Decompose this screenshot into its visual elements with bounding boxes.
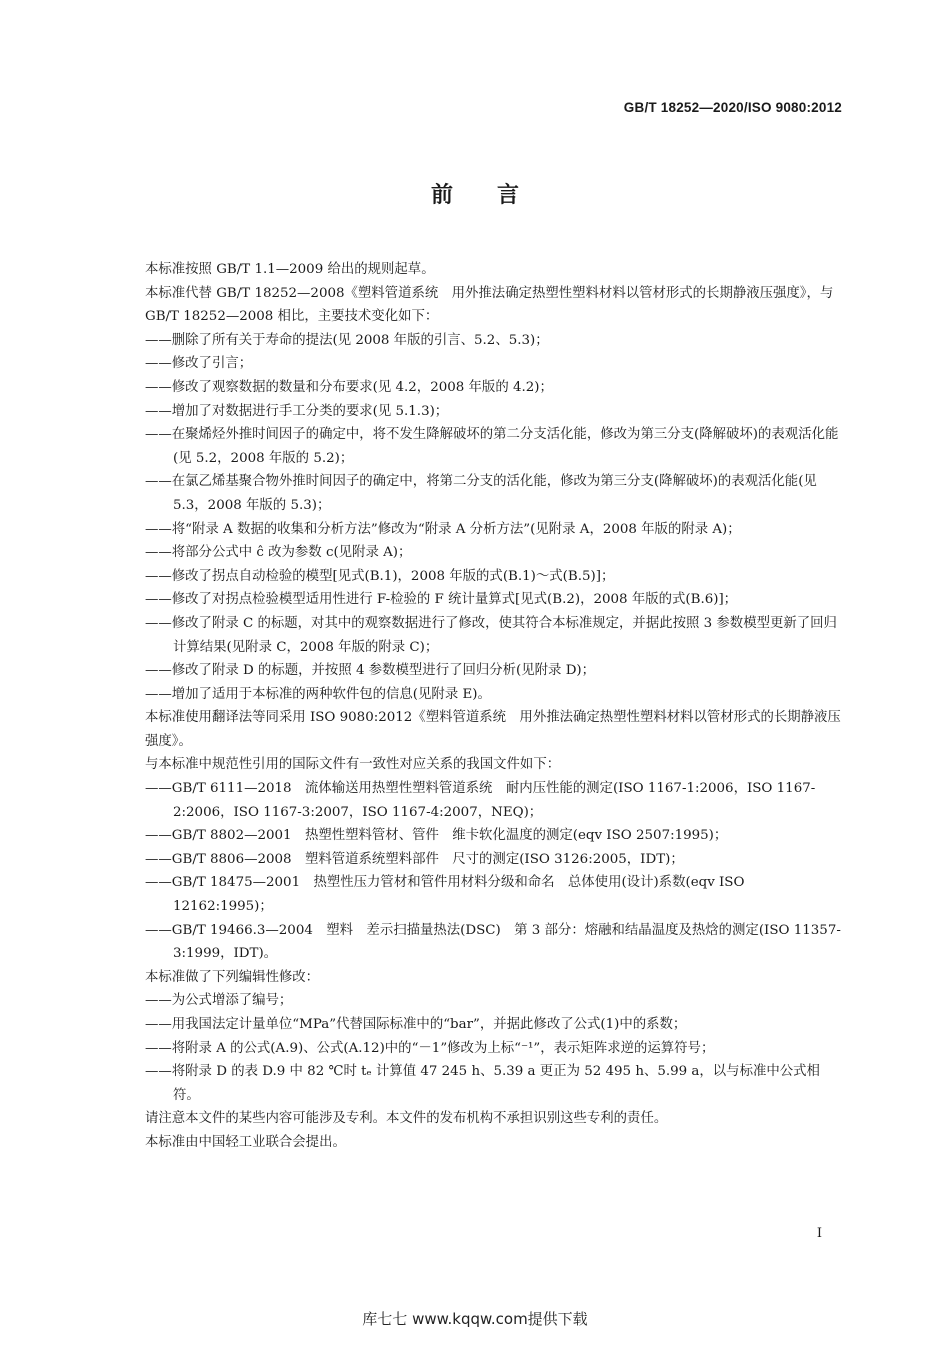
paragraph-idt: 本标准使用翻译法等同采用 ISO 9080:2012《塑料管道系统 用外推法确定热塑性塑料材料以管材形式的长期静液压强度》。 [145,710,841,749]
list-item: ——修改了附录 C 的标题，对其中的观察数据进行了修改，使其符合本标准规定，并据此按照 3 参数模型更新了回归计算结果(见附录 C，2008 年版的附录 C)； [145,615,837,655]
list-item: ——修改了拐点自动检验的模型[见式(B.1)，2008 年版的式(B.1)～式(B.5)]； [145,568,615,584]
refs-list [145,777,845,966]
list-item: ——在氯乙烯基聚合物外推时间因子的确定中，将第二分支的活化能，修改为第三分支(降解破坏)的表观活化能(见 5.3，2008 年版的 5.3)； [145,474,817,513]
list-item: ——修改了附录 D 的标题，并按照 4 参数模型进行了回归分析(见附录 D)； [145,663,596,679]
list-item: ——增加了对数据进行手工分类的要求(见 5.1.3)； [145,403,449,419]
edits-list [145,989,845,1107]
changes-list [145,329,845,707]
list-item: ——修改了对拐点检验模型适用性进行 F-检验的 F 统计量算式[见式(B.2)，2008 年版的式(B.6)]； [145,592,738,608]
page-title: 前 言 [430,183,519,208]
paragraph-drafting-rule: 本标准按照 GB/T 1.1—2009 给出的规则起草。 [145,262,435,277]
list-item: ——为公式增添了编号； [145,993,293,1009]
standard-code-header: GB/T 18252—2020/ISO 9080:2012 [623,100,842,115]
list-item: ——删除了所有关于寿命的提法(见 2008 年版的引言、5.2、5.3)； [145,332,549,348]
list-item: ——GB/T 18475—2001 热塑性压力管材和管件用材料分级和命名 总体使用(设计)系数(eqv ISO 12162:1995)； [145,875,745,915]
list-item: ——修改了引言； [145,356,253,372]
paragraph-proposer: 本标准由中国轻工业联合会提出。 [145,1134,346,1150]
paragraph-edits-intro: 本标准做了下列编辑性修改： [145,969,320,985]
list-item: ——将附录 A 的公式(A.9)、公式(A.12)中的“－1”修改为上标“⁻¹”，表示矩阵求逆的运算符号； [145,1040,715,1056]
list-item: ——将附录 D 的表 D.9 中 82 ℃时 tₑ 计算值 47 245 h、5.39 a 更正为 52 495 h、5.99 a，以与标准中公式相符。 [145,1064,820,1103]
list-item: ——GB/T 8802—2001 热塑性塑料管材、管件 维卡软化温度的测定(eqv ISO 2507:1995)； [145,828,728,844]
list-item: ——GB/T 8806—2008 塑料管道系统塑料部件 尺寸的测定(ISO 3126:2005，IDT)； [145,851,684,867]
list-item: ——在聚烯烃外推时间因子的确定中，将不发生降解破坏的第二分支活化能，修改为第三分支(降解破坏)的表观活化能(见 5.2，2008 年版的 5.2)； [145,427,839,466]
list-item: ——将“附录 A 数据的收集和分析方法”修改为“附录 A 分析方法”(见附录 A，2008 年版的附录 A)； [145,521,741,537]
list-item: ——修改了观察数据的数量和分布要求(见 4.2，2008 年版的 4.2)； [145,379,553,395]
document-body [145,258,845,1155]
paragraph-replaces: 本标准代替 GB/T 18252—2008《塑料管道系统 用外推法确定热塑性塑料材料以管材形式的长期静液压强度》，与 GB/T 18252—2008 相比，主要技术变化如下： [145,285,834,325]
download-footer: 库七七 www.kqqw.com提供下载 [362,1310,588,1328]
list-item: ——将部分公式中 ĉ 改为参数 c(见附录 A)； [145,545,412,561]
list-item: ——GB/T 6111—2018 流体输送用热塑性塑料管道系统 耐内压性能的测定(ISO 1167-1:2006，ISO 1167-2:2006，ISO 1167-3:2007，ISO 1167-4:2007，NEQ)； [145,781,816,820]
paragraph-refs-intro: 与本标准中规范性引用的国际文件有一致性对应关系的我国文件如下： [145,757,561,773]
list-item: ——用我国法定计量单位“MPa”代替国际标准中的“bar”，并据此修改了公式(1)中的系数； [145,1017,687,1032]
page-number: I [816,1226,822,1241]
paragraph-patent-notice: 请注意本文件的某些内容可能涉及专利。本文件的发布机构不承担识别这些专利的责任。 [145,1111,668,1127]
list-item: ——增加了适用于本标准的两种软件包的信息(见附录 E)。 [145,686,491,702]
list-item: ——GB/T 19466.3—2004 塑料 差示扫描量热法(DSC) 第 3 部分：熔融和结晶温度及热焓的测定(ISO 11357-3:1999，IDT)。 [145,922,841,962]
